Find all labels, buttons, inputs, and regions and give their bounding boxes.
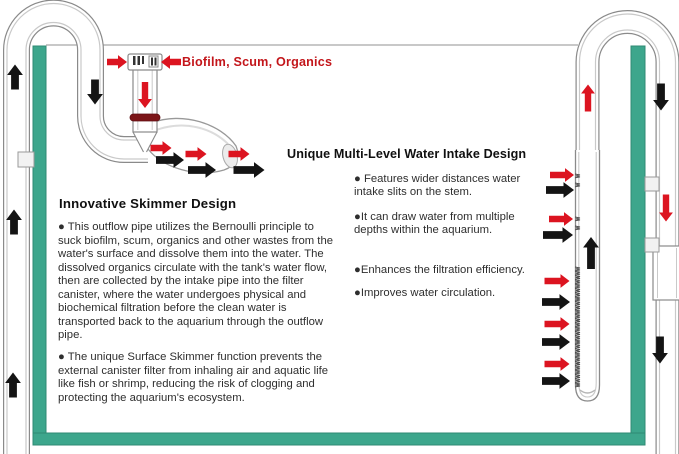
flow-arrow-red-r xyxy=(545,274,570,288)
intake-bullet-2: ●It can draw water from multiple depths within the aquarium. xyxy=(354,211,515,237)
tank-left-wall xyxy=(33,46,46,445)
tank-right-wall xyxy=(631,46,645,445)
intake-bullet-1: ● Features wider distances water intake slits on the stem. xyxy=(354,173,521,199)
float-cap-mark xyxy=(155,58,157,66)
float-cap-knob xyxy=(149,56,158,67)
pipe-clamp xyxy=(645,238,659,252)
skimmer-red-ring xyxy=(130,114,160,121)
intake-heading: Unique Multi-Level Water Intake Design xyxy=(287,147,527,161)
tank-bottom xyxy=(33,433,645,445)
flow-arrow-black-r xyxy=(546,182,574,198)
skimmer-paragraph-2: ● The unique Surface Skimmer function prevents the external canister filter from inhaling air and aquatic life like fish or shrimp, reducing the risk of clogging and protecting the aquarium's ecosystem. xyxy=(58,351,329,404)
flow-arrow-black-r xyxy=(234,162,265,178)
flow-arrow-black-r xyxy=(543,227,573,243)
flow-arrow-red-r xyxy=(545,317,570,331)
intake-bullet-3: ●Enhances the filtration efficiency. xyxy=(354,264,525,276)
pipe-clamp xyxy=(18,152,34,167)
skimmer-heading: Innovative Skimmer Design xyxy=(59,196,237,211)
flow-arrow-red-l xyxy=(161,55,181,69)
biofilm-label: Biofilm, Scum, Organics xyxy=(182,55,333,69)
float-cap-mark xyxy=(142,56,144,64)
flow-arrow-red-r xyxy=(550,168,574,182)
flow-arrow-red-r xyxy=(549,212,573,226)
pipe-clamp xyxy=(645,177,659,191)
flow-arrow-red-r xyxy=(107,55,127,69)
flow-arrow-red-r xyxy=(545,357,570,371)
connector-sleeve xyxy=(653,246,679,300)
intake-bullet-4: ●Improves water circulation. xyxy=(354,287,496,299)
flow-arrow-black-r xyxy=(542,334,570,350)
flow-arrow-black-r xyxy=(542,373,570,389)
float-cap-mark xyxy=(133,56,136,65)
skimmer-paragraph-1: ● This outflow pipe utilizes the Bernoulli principle to suck biofilm, scum, organics and other wastes from the water's surface and dissolve them into the water. The dissolved organics circulate with the tank's water flow, then are collected by the intake pipe into the filter canister, where the water undergoes physical and biochemical filtration before the clean water is transported back to the aquarium through the outflow pipe. xyxy=(58,221,334,341)
float-cap-mark xyxy=(151,58,153,66)
flow-arrow-black-r xyxy=(542,294,570,310)
float-cap-mark xyxy=(138,56,141,65)
intake-pipe-connector xyxy=(653,246,679,300)
intake-stem xyxy=(576,150,600,401)
